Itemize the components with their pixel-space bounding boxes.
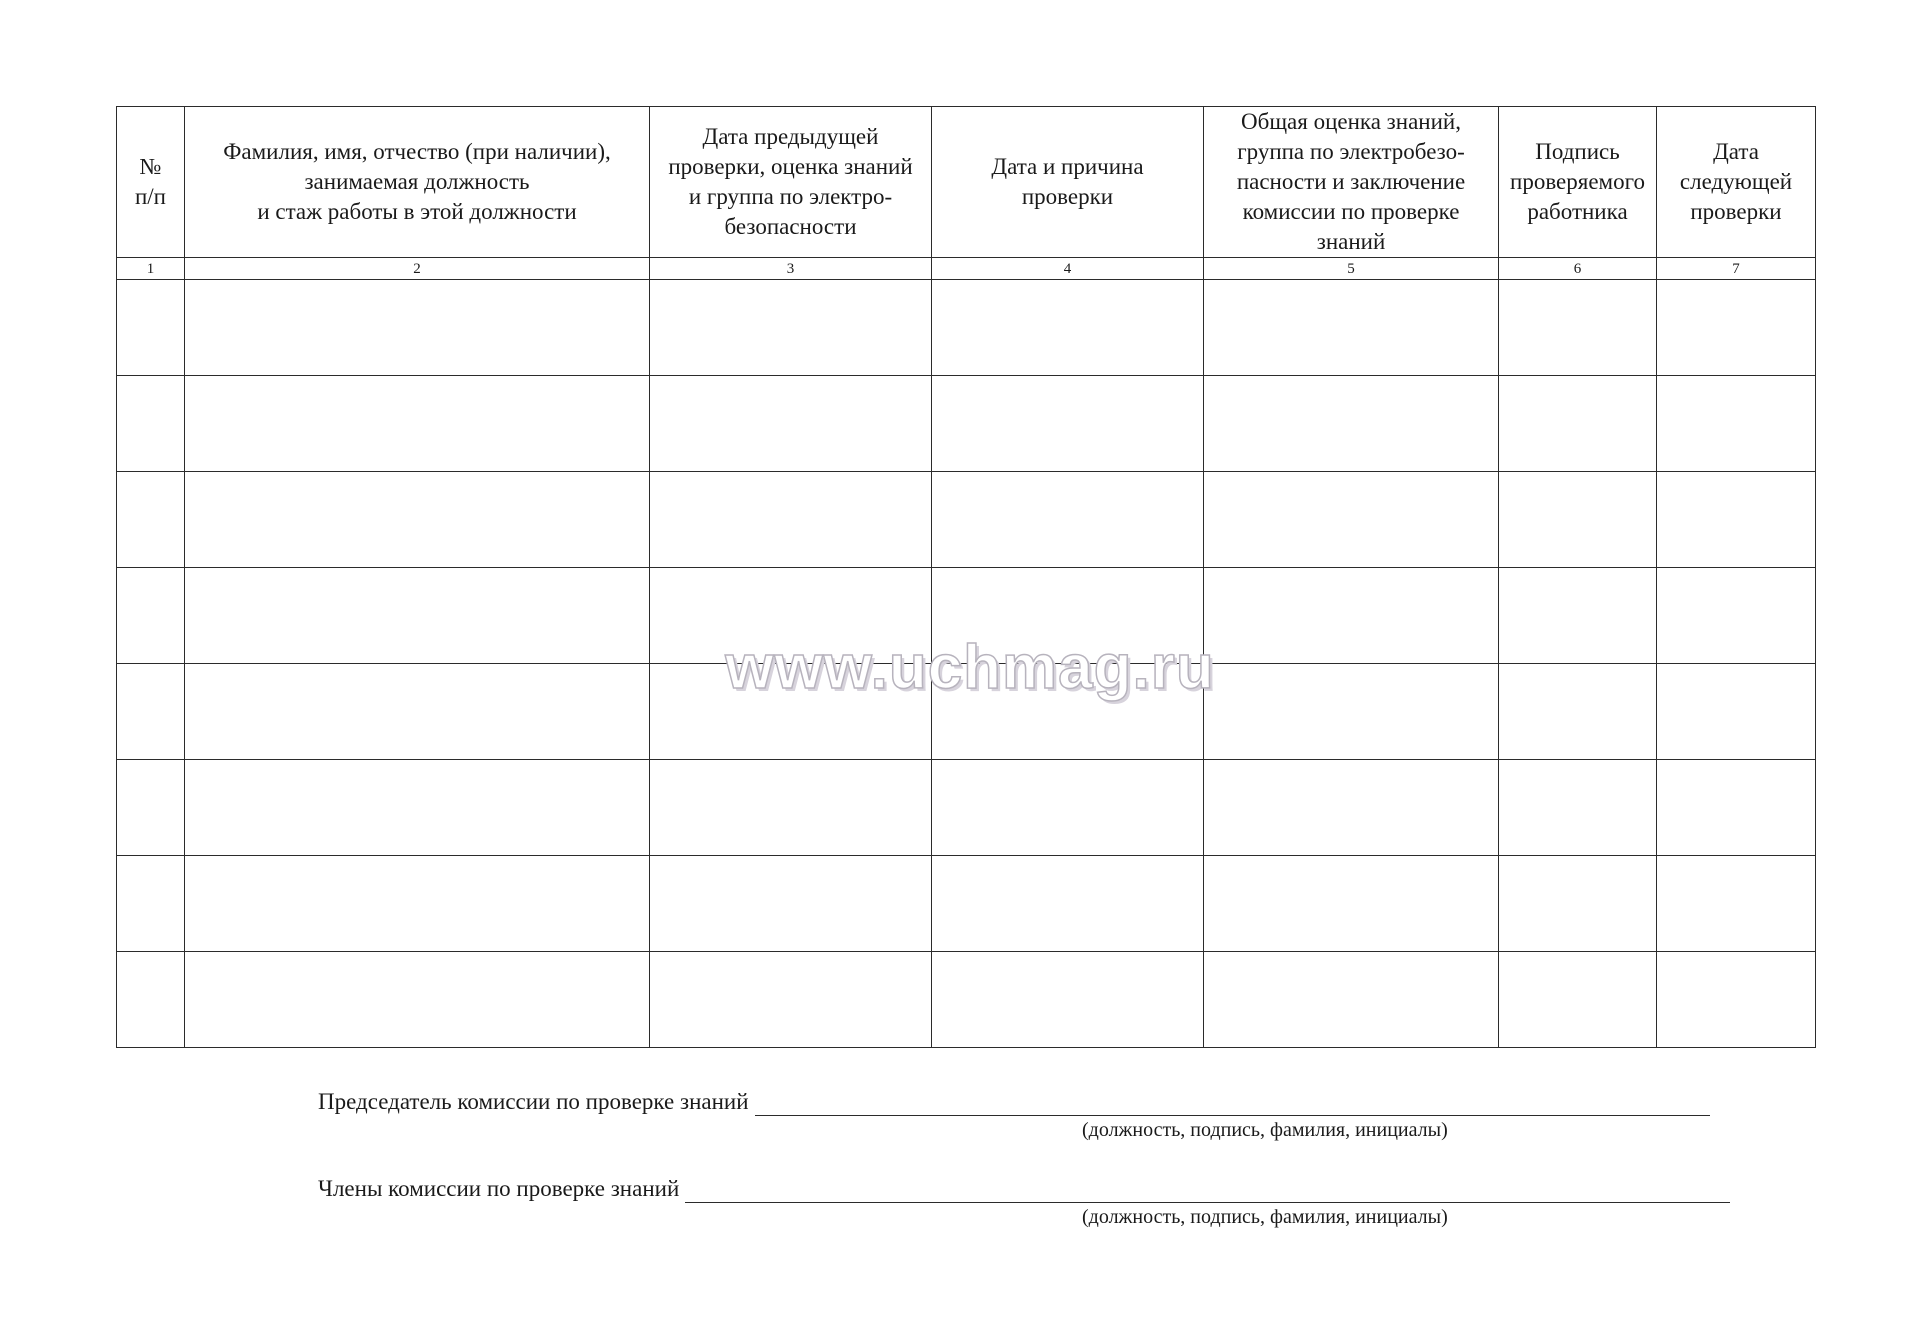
- table-cell[interactable]: [650, 568, 932, 664]
- column-number: 4: [932, 258, 1204, 280]
- table-cell[interactable]: [1204, 664, 1499, 760]
- table-cell[interactable]: [185, 568, 650, 664]
- table-cell[interactable]: [1499, 568, 1657, 664]
- table-row: [117, 952, 1816, 1048]
- column-header-number: № п/п: [117, 107, 185, 258]
- table-cell[interactable]: [650, 856, 932, 952]
- table-cell[interactable]: [932, 856, 1204, 952]
- table-cell[interactable]: [650, 952, 932, 1048]
- column-header-previous-check: Дата предыдущей проверки, оценка знаний и группа по электро- безопасности: [650, 107, 932, 258]
- table-cell[interactable]: [1657, 760, 1816, 856]
- column-number: 2: [185, 258, 650, 280]
- members-signature-line: [318, 1175, 1730, 1203]
- table-cell[interactable]: [1499, 760, 1657, 856]
- table-cell[interactable]: [1657, 568, 1816, 664]
- table-row: [117, 856, 1816, 952]
- chairman-signature-field[interactable]: [755, 1091, 1710, 1116]
- table-cell[interactable]: [650, 280, 932, 376]
- table-row: [117, 568, 1816, 664]
- table-cell[interactable]: [932, 280, 1204, 376]
- table-cell[interactable]: [1204, 280, 1499, 376]
- table-cell[interactable]: [932, 760, 1204, 856]
- table-cell[interactable]: [1499, 952, 1657, 1048]
- table-row: [117, 664, 1816, 760]
- table-cell[interactable]: [1204, 376, 1499, 472]
- table-cell[interactable]: [117, 280, 185, 376]
- table-cell[interactable]: [932, 472, 1204, 568]
- table-cell[interactable]: [1657, 856, 1816, 952]
- column-number: 3: [650, 258, 932, 280]
- members-hint: (должность, подпись, фамилия, инициалы): [1082, 1206, 1448, 1228]
- table-cell[interactable]: [1657, 376, 1816, 472]
- table-cell[interactable]: [185, 472, 650, 568]
- table-cell[interactable]: [117, 472, 185, 568]
- table-cell[interactable]: [1657, 664, 1816, 760]
- table-cell[interactable]: [1499, 856, 1657, 952]
- table-cell[interactable]: [117, 856, 185, 952]
- table-cell[interactable]: [650, 472, 932, 568]
- table-cell[interactable]: [117, 952, 185, 1048]
- column-header-overall-assessment: Общая оценка знаний, группа по электробезо- пасности и заключение комиссии по проверке знаний: [1204, 107, 1499, 258]
- table-cell[interactable]: [117, 664, 185, 760]
- table-cell[interactable]: [1657, 472, 1816, 568]
- table-cell[interactable]: [185, 760, 650, 856]
- table-cell[interactable]: [185, 280, 650, 376]
- column-number: 5: [1204, 258, 1499, 280]
- table-cell[interactable]: [650, 664, 932, 760]
- table-cell[interactable]: [1204, 856, 1499, 952]
- table-cell[interactable]: [932, 664, 1204, 760]
- table-cell[interactable]: [185, 856, 650, 952]
- table-cell[interactable]: [1204, 568, 1499, 664]
- table-cell[interactable]: [1204, 472, 1499, 568]
- table-row: [117, 280, 1816, 376]
- chairman-signature-line: [318, 1088, 1710, 1116]
- table-cell[interactable]: [650, 760, 932, 856]
- table-cell[interactable]: [1204, 952, 1499, 1048]
- table-cell[interactable]: [1657, 280, 1816, 376]
- table-cell[interactable]: [1657, 952, 1816, 1048]
- table-cell[interactable]: [185, 376, 650, 472]
- table-cell[interactable]: [1499, 376, 1657, 472]
- header-row: [117, 107, 1816, 258]
- table-row: [117, 376, 1816, 472]
- table-cell[interactable]: [185, 952, 650, 1048]
- table-body: [117, 280, 1816, 1048]
- table-row: [117, 472, 1816, 568]
- knowledge-check-log-table: [116, 106, 1816, 1048]
- column-number: 1: [117, 258, 185, 280]
- chairman-label: Председатель комиссии по проверке знаний: [318, 1089, 749, 1114]
- table-cell[interactable]: [1204, 760, 1499, 856]
- table-cell[interactable]: [1499, 280, 1657, 376]
- table-cell[interactable]: [117, 760, 185, 856]
- members-label: Члены комиссии по проверке знаний: [318, 1176, 680, 1201]
- column-header-employee-signature: Подпись проверяемого работника: [1499, 107, 1657, 258]
- table-cell[interactable]: [1499, 472, 1657, 568]
- column-number: 6: [1499, 258, 1657, 280]
- table-cell[interactable]: [650, 376, 932, 472]
- table-row: [117, 760, 1816, 856]
- chairman-hint: (должность, подпись, фамилия, инициалы): [1082, 1119, 1448, 1141]
- table-cell[interactable]: [932, 376, 1204, 472]
- members-signature-field[interactable]: [685, 1178, 1730, 1203]
- column-header-next-check-date: Дата следующей проверки: [1657, 107, 1816, 258]
- table-cell[interactable]: [932, 568, 1204, 664]
- table-cell[interactable]: [932, 952, 1204, 1048]
- column-number-row: [117, 258, 1816, 280]
- table-cell[interactable]: [117, 568, 185, 664]
- column-header-name-position: Фамилия, имя, отчество (при наличии), занимаемая должность и стаж работы в этой должности: [185, 107, 650, 258]
- table-cell[interactable]: [185, 664, 650, 760]
- column-number: 7: [1657, 258, 1816, 280]
- column-header-check-date-reason: Дата и причина проверки: [932, 107, 1204, 258]
- watermark: www.uchmag.ru: [725, 633, 1215, 702]
- table-cell[interactable]: [117, 376, 185, 472]
- table-cell[interactable]: [1499, 664, 1657, 760]
